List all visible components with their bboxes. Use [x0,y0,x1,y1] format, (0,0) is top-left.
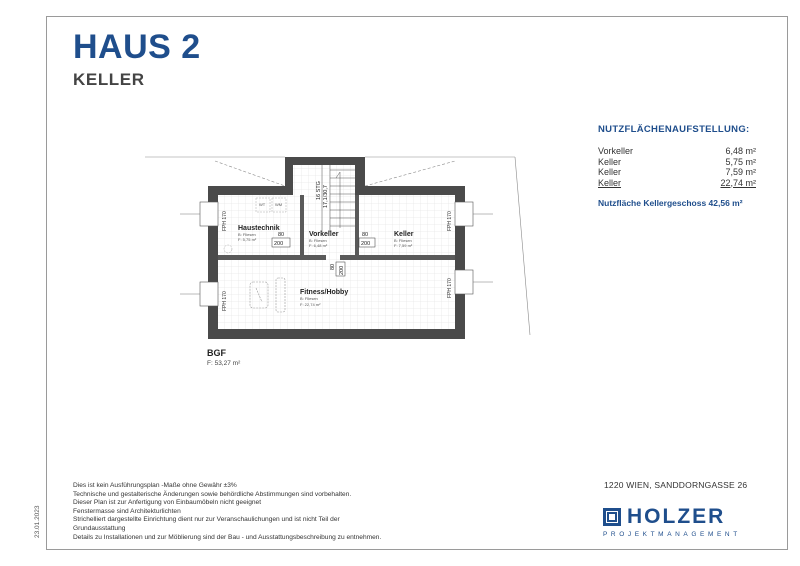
area-table-heading: NUTZFLÄCHENAUFSTELLUNG: [598,124,750,135]
machine-label: WM [275,202,283,207]
room-area: F: 6,48 m² [309,243,328,248]
disclaimer-line: Strichelliert dargestellte Einrichtung dient nur zur Veranschaulichungen und ist nicht Teil der [73,516,340,524]
area-row-name: Keller [598,167,622,177]
disclaimer-line: Details zu Installationen und zur Möblierung sind der Bau - und Ausstattungsbeschreibung zu entnehmen. [73,533,382,541]
room-name: Fitness/Hobby [300,289,349,296]
bgf-value: F: 53,27 m² [207,360,241,367]
room-name: Haustechnik [238,225,280,232]
washer-label: WT [259,202,266,207]
disclaimer [73,482,433,542]
page-subtitle: KELLER [73,70,145,89]
stair-dims: 17,1/30,7 [323,185,329,208]
door-width: 80 [278,232,285,238]
project-address: 1220 WIEN, SANDDORNGASSE 26 [604,480,748,490]
stair-label: 16 STG [316,181,322,200]
window-label: FPH 170 [222,211,228,231]
door-width: 80 [330,263,336,270]
bgf-label: BGF [207,348,226,358]
window-label: FPH 170 [447,211,453,231]
disclaimer-line: Grundausstattung [73,524,126,532]
room-area: F: 7,59 m² [394,243,413,248]
room-name: Vorkeller [309,231,339,238]
window-label: FPH 170 [447,278,453,298]
area-row-name: Vorkeller [598,146,634,156]
room-floor: B: Fliesen [309,238,327,243]
disclaimer-line: Fenstermasse sind Architekturlichten [73,507,181,515]
area-total: Nutzfläche Kellergeschoss 42,56 m² [598,198,743,208]
logo-square-icon [603,508,621,526]
window-label: FPH 170 [222,291,228,311]
logo-row [603,505,741,529]
disclaimer-line: Dieser Plan ist zur Anfertigung von Einbaumöbeln nicht geeignet [73,499,262,507]
door-height: 200 [339,265,345,275]
page-title: HAUS 2 [73,28,201,66]
area-row-value: 6,48 m² [725,146,756,156]
area-row-name: Keller [598,156,622,167]
room-area: F: 5,75 m² [238,237,257,242]
room-floor: B: Fliesen [300,296,318,301]
door-width: 80 [362,232,369,238]
area-row-name: Keller [598,177,622,188]
disclaimer-line: Technische und gestalterische Änderungen sowie behördliche Abstimmungen sind vorbehalten. [73,490,352,498]
logo-subtitle: PROJEKTMANAGEMENT [603,531,741,538]
area-row-value: 22,74 m² [720,177,756,188]
room-area: F: 22,74 m² [300,302,321,307]
area-row-value: 5,75 m² [725,156,756,167]
door-height: 200 [274,241,284,247]
door-height: 200 [361,241,371,247]
room-name: Keller [394,231,414,238]
plan-date: 23.01.2023 [34,505,41,538]
area-row-value: 7,59 m² [725,167,756,177]
logo-word: HOLZER [627,505,726,528]
company-logo [603,505,741,538]
disclaimer-line: Dies ist kein Ausführungsplan -Maße ohne Gewähr ±3% [73,482,237,489]
room-floor: B: Fliesen [394,238,412,243]
room-floor: B: Fliesen [238,232,256,237]
